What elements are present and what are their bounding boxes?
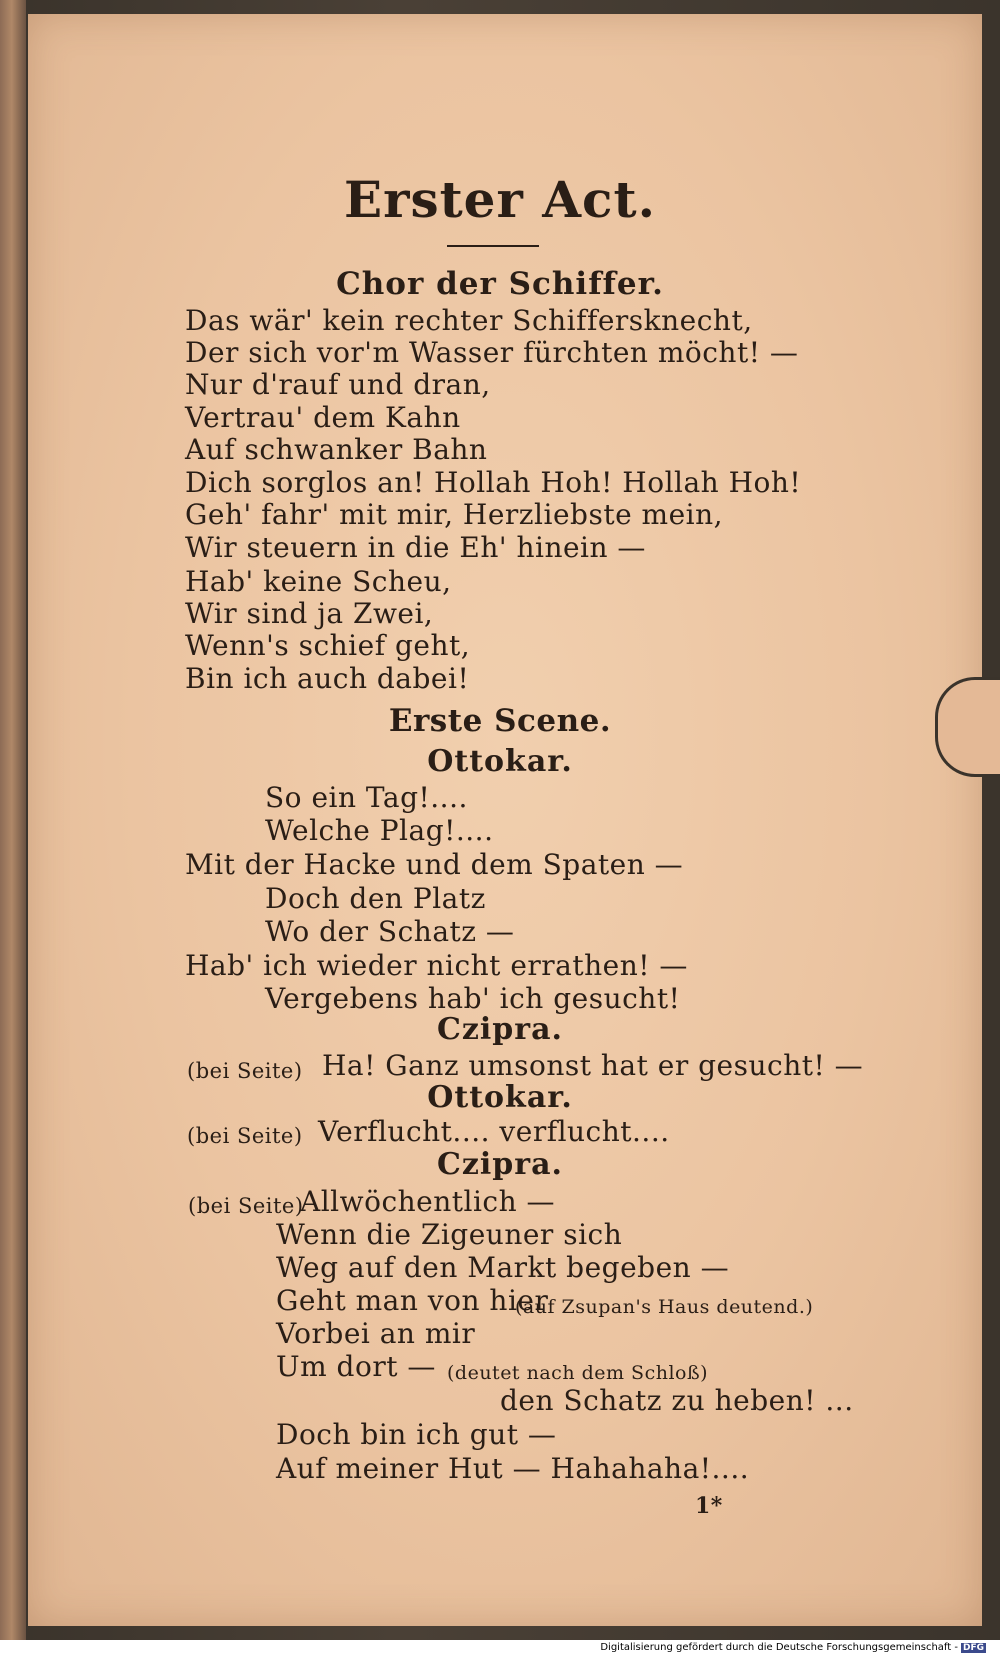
- dialogue-line: Um dort —: [276, 1350, 436, 1383]
- speaker-name: Czipra.: [437, 1147, 563, 1182]
- book-spine-edge: [0, 0, 26, 1640]
- dialogue-line: So ein Tag!....: [265, 781, 468, 814]
- dialogue-line: Wo der Schatz —: [265, 915, 515, 948]
- aside-note: (bei Seite): [187, 1124, 303, 1148]
- footer-credit: [600, 1642, 986, 1653]
- dialogue-line: Doch bin ich gut —: [276, 1418, 557, 1451]
- chorus-line: Auf schwanker Bahn: [185, 433, 488, 466]
- footer-text: Digitalisierung gefördert durch die Deutsche Forschungsgemeinschaft -: [600, 1642, 958, 1653]
- dialogue-line: Geht man von hier: [276, 1284, 549, 1317]
- dialogue-line: Allwöchentlich —: [300, 1185, 556, 1218]
- dialogue-line: Mit der Hacke und dem Spaten —: [185, 848, 684, 881]
- title-rule: [447, 245, 539, 247]
- speaker-name: Czipra.: [437, 1012, 563, 1047]
- dialogue-line: Vorbei an mir: [276, 1317, 476, 1350]
- chorus-line: Dich sorglos an! Hollah Hoh! Hollah Hoh!: [185, 466, 802, 499]
- dialogue-line: Doch den Platz: [265, 882, 486, 915]
- chorus-heading: Chor der Schiffer.: [336, 266, 664, 302]
- dialogue-line: Ha! Ganz umsonst hat er gesucht! —: [322, 1049, 864, 1082]
- digitization-footer: [0, 1640, 1000, 1659]
- dfg-logo: DFG: [962, 1643, 984, 1653]
- speaker-name: Ottokar.: [427, 1080, 573, 1115]
- page-number: 1*: [695, 1493, 723, 1519]
- dialogue-line: Welche Plag!....: [265, 814, 494, 847]
- chorus-line: Wir steuern in die Eh' hinein —: [185, 531, 646, 564]
- dialogue-line: Wenn die Zigeuner sich: [276, 1218, 623, 1251]
- dialogue-line: Weg auf den Markt begeben —: [276, 1251, 730, 1284]
- aside-note: (bei Seite): [187, 1059, 303, 1083]
- dialogue-line: Verflucht.... verflucht....: [318, 1115, 670, 1148]
- dialogue-line: den Schatz zu heben! ...: [500, 1384, 854, 1417]
- chorus-line: Hab' keine Scheu,: [185, 565, 452, 598]
- speaker-name: Ottokar.: [427, 744, 573, 779]
- chorus-line: Nur d'rauf und dran,: [185, 368, 491, 401]
- chorus-line: Vertrau' dem Kahn: [185, 401, 461, 434]
- chorus-line: Der sich vor'm Wasser fürchten möcht! —: [185, 336, 799, 369]
- chorus-line: Wenn's schief geht,: [185, 629, 471, 662]
- chorus-line: Bin ich auch dabei!: [185, 662, 470, 695]
- dialogue-line: Hab' ich wieder nicht errathen! —: [185, 949, 688, 982]
- chorus-line: Wir sind ja Zwei,: [185, 597, 434, 630]
- stage-direction: (deutet nach dem Schloß): [447, 1362, 709, 1384]
- scene-heading: Erste Scene.: [388, 703, 612, 739]
- act-title: Erster Act.: [343, 170, 656, 229]
- aside-note: (bei Seite): [188, 1194, 304, 1218]
- chorus-line: Geh' fahr' mit mir, Herzliebste mein,: [185, 498, 724, 531]
- dialogue-line: Vergebens hab' ich gesucht!: [265, 982, 681, 1015]
- stage-direction: (auf Zsupan's Haus deutend.): [515, 1296, 814, 1318]
- dialogue-line: Auf meiner Hut — Hahahaha!....: [276, 1452, 750, 1485]
- chorus-line: Das wär' kein rechter Schiffersknecht,: [185, 304, 753, 337]
